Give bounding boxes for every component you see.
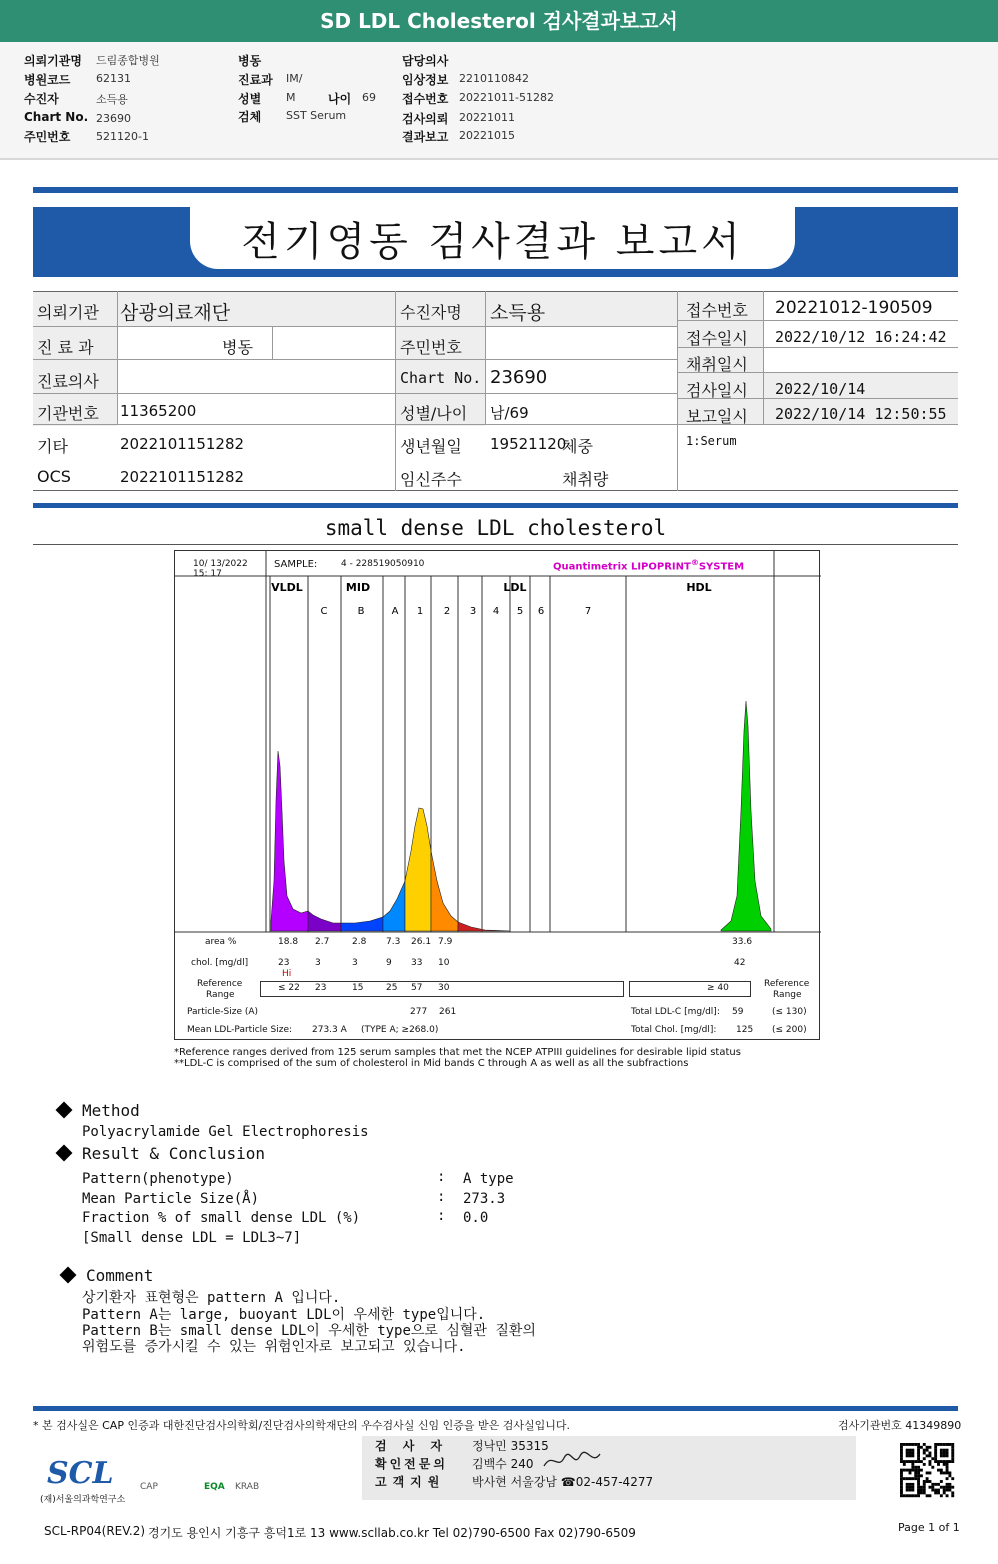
- dept-value-2: 병동: [222, 338, 253, 357]
- sub-band-1: B: [357, 606, 365, 617]
- comment-line-2: Pattern A는 large, buoyant LDL이 우세한 type입니다.: [82, 1307, 486, 1323]
- code-label: 기관번호: [37, 404, 99, 423]
- ref-label-2: Range: [206, 990, 235, 1000]
- etc-value: 2022101151282: [120, 435, 245, 453]
- total-ldl-label: Total LDL-C [mg/dl]:: [631, 1007, 720, 1017]
- ref-value-3: 25: [386, 983, 398, 993]
- mid-c-peak: [308, 911, 341, 931]
- sub-band-9: 7: [584, 606, 592, 617]
- comment-line-3: Pattern B는 small dense LDL이 우세한 type으로 심혈관 질환의: [82, 1323, 536, 1339]
- chart-title: small dense LDL cholesterol: [324, 516, 667, 540]
- sample-label: SAMPLE:: [274, 559, 318, 570]
- doctor-label-2: 진료의사: [37, 372, 99, 391]
- ref-right-1: Reference: [764, 979, 810, 989]
- sub-band-4: 2: [443, 606, 451, 617]
- chartno-value: 23690: [96, 112, 131, 125]
- result-label-1: Pattern(phenotype): [82, 1171, 234, 1187]
- mid-b-peak: [341, 917, 383, 931]
- chol-value-5: 10: [438, 958, 450, 968]
- mean-label: Mean LDL-Particle Size:: [187, 1025, 293, 1035]
- chol-value-2: 3: [352, 958, 358, 968]
- receipt-no-label: 접수번호: [402, 92, 449, 106]
- tester-value: 정낙민 35315: [472, 1439, 549, 1453]
- chart-value-2: 23690: [490, 367, 548, 388]
- clinical-info-value: 2210110842: [459, 72, 529, 85]
- confirm-value: 김백수 240: [472, 1457, 534, 1471]
- result-bullet-icon: [56, 1145, 73, 1162]
- sub-band-8: 6: [537, 606, 545, 617]
- inst-value: 삼광의료재단: [120, 302, 231, 324]
- specimen-label: 검체: [238, 110, 262, 124]
- recvno-value: 20221012-190509: [775, 298, 933, 318]
- chart-label-2: Chart No.: [400, 369, 482, 387]
- chartno-label: Chart No.: [24, 110, 89, 124]
- sub-band-5: 3: [469, 606, 477, 617]
- testdt-value: 2022/10/14: [775, 380, 866, 398]
- receipt-no-value: 20221011-51282: [459, 91, 554, 104]
- result-colon-2: :: [437, 1189, 446, 1205]
- page-number: Page 1 of 1: [898, 1521, 960, 1534]
- address: 경기도 용인시 기흥구 흥덕1로 13 www.scllab.co.kr Tel 02)790-6500 Fax 02)790-6509: [148, 1526, 636, 1540]
- confirm-label: 확인전문의: [375, 1457, 448, 1471]
- etc-label: 기타: [37, 437, 68, 456]
- ocs-value: 2022101151282: [120, 468, 245, 486]
- method-heading: Method: [82, 1101, 140, 1120]
- ssn-value: 521120-1: [96, 130, 149, 143]
- testdt-label: 검사일시: [686, 381, 748, 400]
- ref-value-4: 57: [411, 983, 423, 993]
- ocs-label: OCS: [37, 467, 71, 486]
- result-date-value: 20221015: [459, 129, 515, 142]
- sex-label: 성별: [238, 92, 262, 106]
- result-colon-3: :: [437, 1208, 446, 1224]
- particle-1: 277: [410, 1007, 428, 1017]
- area-value-0: 18.8: [278, 937, 299, 947]
- result-note: [Small dense LDL = LDL3~7]: [82, 1230, 302, 1246]
- hosp-code-value: 62131: [96, 72, 131, 85]
- dept-label-2: 진 료 과: [37, 338, 94, 357]
- inst-name-label: 의뢰기관명: [24, 54, 82, 68]
- ref-value-5: 30: [438, 983, 450, 993]
- footer-rule: [33, 1406, 958, 1411]
- band-label-0: VLDL: [271, 581, 303, 594]
- ward-label: 병동: [238, 54, 262, 68]
- band-label-2: LDL: [503, 581, 527, 594]
- signature: [540, 1448, 604, 1474]
- mean-value: 273.3 A: [312, 1025, 347, 1035]
- note-2: **LDL-C is comprised of the sum of cholesterol in Mid bands C through A as well as all the subfractions: [174, 1058, 689, 1069]
- particle-label: Particle-Size (A): [187, 1007, 259, 1017]
- chart-time: 15: 17: [193, 569, 222, 579]
- particle-2: 261: [439, 1007, 457, 1017]
- doctor-label: 담당의사: [402, 54, 449, 68]
- krab-logo: KRAB: [235, 1482, 260, 1492]
- recvdt-value: 2022/10/12 16:24:42: [775, 328, 947, 346]
- ref-value-2: 15: [352, 983, 364, 993]
- top-rule: [33, 187, 958, 193]
- comment-line-4: 위험도를 증가시킬 수 있는 위험인자로 보고되고 있습니다.: [82, 1339, 466, 1355]
- ssn-label-2: 주민번호: [400, 338, 462, 357]
- age-value: 69: [362, 91, 376, 104]
- name-label: 수진자명: [400, 303, 462, 322]
- result-label-2: Mean Particle Size(Å): [82, 1191, 260, 1207]
- sub-band-3: 1: [416, 606, 424, 617]
- specimen-value: SST Serum: [286, 109, 347, 122]
- patient-label: 수진자: [24, 92, 59, 106]
- sex-value: M: [286, 91, 296, 104]
- hdl-peak: [721, 701, 771, 931]
- ref-hdl: ≥ 40: [707, 983, 729, 993]
- cert-text: * 본 검사실은 CAP 인증과 대한진단검사의학회/진단검사의학재단의 우수검사실 신임 인증을 받은 검사실입니다.: [33, 1419, 571, 1432]
- vldl-peak: [271, 751, 308, 931]
- hosp-code-label: 병원코드: [24, 73, 71, 87]
- cs-label: 고객지원: [375, 1475, 446, 1489]
- mean-type: (TYPE A; ≥268.0): [361, 1025, 439, 1035]
- sexage-label: 성별/나이: [400, 404, 468, 423]
- total-chol-ref: (≤ 200): [772, 1025, 807, 1035]
- brand-label: Quantimetrix LIPOPRINT®SYSTEM: [553, 558, 745, 573]
- chol-value-0: 23: [278, 958, 290, 968]
- specimen-info: 1:Serum: [686, 434, 737, 448]
- area-value-3: 7.3: [386, 937, 401, 947]
- note-1: *Reference ranges derived from 125 serum samples that met the NCEP ATPIII guidelines for desirable lipid status: [174, 1047, 741, 1058]
- total-ldl-value: 59: [732, 1007, 744, 1017]
- electrophoresis-chart: [174, 550, 820, 1040]
- area-value-1: 2.7: [315, 937, 330, 947]
- chol-value-3: 9: [386, 958, 392, 968]
- ldl3-tail: [458, 922, 510, 931]
- vol-label: 채취량: [562, 470, 609, 489]
- colldt-label: 채취일시: [686, 355, 748, 374]
- result-label-3: Fraction % of small dense LDL (%): [82, 1210, 361, 1226]
- preg-label: 임신주수: [400, 470, 462, 489]
- band-label-1: MID: [345, 581, 371, 594]
- ssn-label: 주민번호: [24, 130, 71, 144]
- repdt-label: 보고일시: [686, 407, 748, 426]
- chart-title-rule: [33, 544, 958, 545]
- sub-band-6: 4: [492, 606, 500, 617]
- form-code: SCL-RP04(REV.2): [44, 1524, 146, 1538]
- ref-value-0: ≤ 22: [278, 983, 300, 993]
- area-value-5: 7.9: [438, 937, 453, 947]
- sexage-value: 남/69: [490, 404, 529, 422]
- cap-logo: CAP: [140, 1482, 158, 1492]
- top-title-bar: [0, 0, 998, 42]
- band-label-3: HDL: [686, 581, 712, 594]
- area-hdl: 33.6: [732, 937, 753, 947]
- inst-name-value: 드림종합병원: [96, 54, 160, 67]
- result-date-label: 결과보고: [402, 130, 449, 144]
- comment-bullet-icon: [60, 1267, 77, 1284]
- total-chol-value: 125: [736, 1025, 754, 1035]
- qr-code-icon: [898, 1441, 956, 1499]
- birth-label: 생년월일: [400, 437, 462, 456]
- area-value-4: 26.1: [411, 937, 432, 947]
- age-label: 나이: [328, 92, 352, 106]
- result-heading: Result & Conclusion: [82, 1144, 266, 1163]
- ldl1-peak: [405, 808, 431, 931]
- inst-label: 의뢰기관: [37, 303, 99, 322]
- ldl2-peak: [431, 851, 458, 931]
- chart-svg: [175, 551, 821, 1041]
- comment-heading: Comment: [86, 1266, 154, 1285]
- top-info-panel: [0, 42, 998, 160]
- weight-label: 체중: [562, 437, 593, 456]
- sub-band-0: C: [320, 606, 328, 617]
- code-value: 11365200: [120, 402, 197, 420]
- sub-band-2: A: [391, 606, 399, 617]
- area-value-2: 2.8: [352, 937, 367, 947]
- total-chol-label: Total Chol. [mg/dl]:: [631, 1025, 717, 1035]
- name-value: 소득용: [490, 302, 546, 324]
- comment-line-1: 상기환자 표현형은 pattern A 입니다.: [82, 1290, 341, 1306]
- ref-value-1: 23: [315, 983, 327, 993]
- result-value-3: 0.0: [463, 1210, 489, 1226]
- dept-value: IM/: [286, 72, 303, 85]
- tester-label: 검 사 자: [375, 1439, 449, 1453]
- recvdt-label: 접수일시: [686, 329, 748, 348]
- mid-a-peak: [383, 881, 405, 931]
- request-date-label: 검사의뢰: [402, 112, 449, 126]
- area-label: area %: [205, 937, 237, 947]
- sub-band-7: 5: [516, 606, 524, 617]
- scl-logo-sub: (재)서울의과학연구소: [40, 1495, 126, 1505]
- hi-flag: Hi: [282, 969, 292, 979]
- birth-value: 19521120: [490, 435, 567, 453]
- chol-label: chol. [mg/dl]: [191, 958, 249, 968]
- method-text: Polyacrylamide Gel Electrophoresis: [82, 1124, 369, 1140]
- patient-value: 소득용: [96, 93, 128, 106]
- request-date-value: 20221011: [459, 111, 515, 124]
- result-value-2: 273.3: [463, 1191, 506, 1207]
- ref-label-1: Reference: [197, 979, 243, 989]
- ref-box-hdl: [629, 981, 751, 997]
- cs-value: 박사현 서울강남 ☎02-457-4277: [472, 1475, 654, 1489]
- eqa-logo: EQA: [204, 1482, 225, 1492]
- total-ldl-ref: (≤ 130): [772, 1007, 807, 1017]
- dept-label: 진료과: [238, 73, 273, 87]
- result-value-1: A type: [463, 1171, 514, 1187]
- chol-hdl: 42: [734, 958, 746, 968]
- chol-value-1: 3: [315, 958, 321, 968]
- method-bullet-icon: [56, 1102, 73, 1119]
- ref-right-2: Range: [773, 990, 802, 1000]
- sample-value: 4 - 228519050910: [341, 559, 425, 569]
- recvno-label: 접수번호: [686, 301, 748, 320]
- result-colon-1: :: [437, 1169, 446, 1185]
- mid-rule: [33, 503, 958, 508]
- lab-number: 검사기관번호 41349890: [838, 1419, 962, 1432]
- chol-value-4: 33: [411, 958, 423, 968]
- chart-date: 10/ 13/2022: [193, 559, 248, 569]
- report-title: 전기영동 검사결과 보고서: [241, 219, 744, 265]
- scl-logo: SCL: [47, 1456, 114, 1491]
- clinical-info-label: 임상정보: [402, 73, 449, 87]
- top-title: SD LDL Cholesterol 검사결과보고서: [320, 9, 678, 33]
- repdt-value: 2022/10/14 12:50:55: [775, 405, 947, 423]
